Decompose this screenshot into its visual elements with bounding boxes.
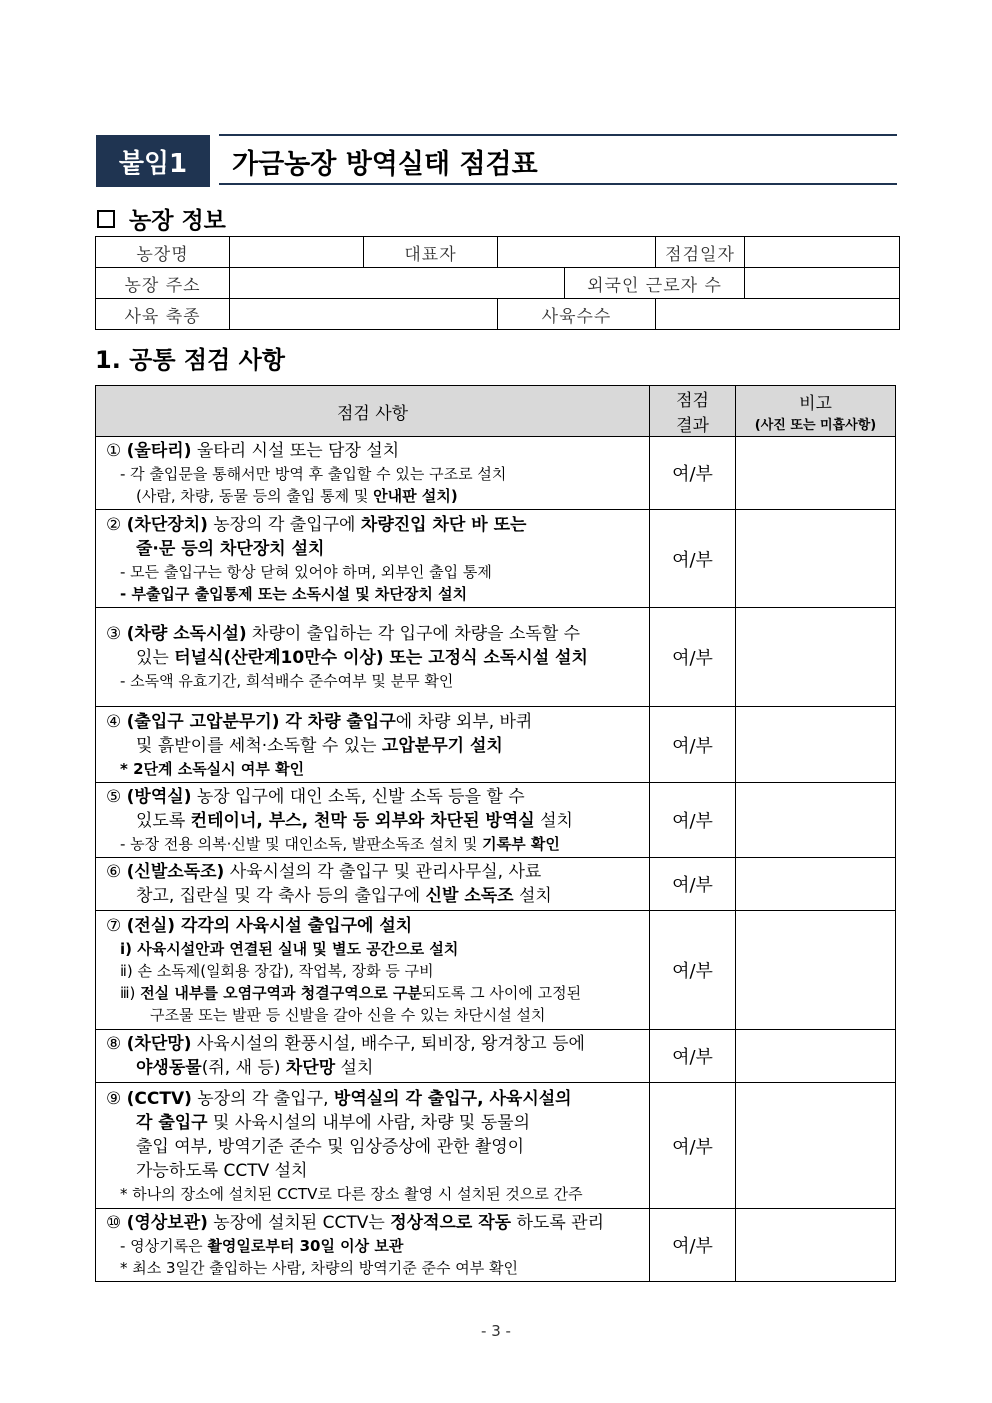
note-cell[interactable] <box>736 1083 896 1209</box>
table-row <box>96 1083 896 1209</box>
attachment-label: 붙임1 <box>96 135 210 187</box>
note-cell[interactable] <box>736 608 896 707</box>
item-high-pressure-sprayer: ④ (출입구 고압분무기) 각 차량 출입구에 차량 외부, 바퀴 및 흙받이를 세척·소독할 수 있는 고압분무기 설치 * 2단계 소독실시 여부 확인 <box>96 707 650 783</box>
table-row <box>96 858 896 911</box>
owner-label: 대표자 <box>364 237 498 268</box>
table-row <box>96 911 896 1030</box>
result-cell[interactable]: 여/부 <box>650 437 736 510</box>
item-fence: ① (울타리) 울타리 시설 또는 담장 설치 - 각 출입문을 통해서만 방역 후 출입할 수 있는 구조로 설치 (사람, 차량, 동물 등의 출입 통제 및 안내판 설치) <box>96 437 650 510</box>
item-anteroom: ⑦ (전실) 각각의 사육시설 출입구에 설치 ⅰ) 사육시설안과 연결된 실내 및 별도 공간으로 설치 ⅱ) 손 소독제(일회용 장갑), 작업복, 장화 등 구비 ⅲ) 전실 내부를 오염구역과 청결구역으로 구분되도록 그 사이에 고정된 구조물 또는 발판 등 신발을 갈아 신을 수 있는 차단시설 설치 <box>96 911 650 1030</box>
farm-info-table <box>95 236 900 330</box>
table-row <box>96 1209 896 1282</box>
common-checks-heading: 1. 공통 점검 사항 <box>95 346 285 374</box>
result-cell[interactable]: 여/부 <box>650 783 736 858</box>
table-row <box>96 707 896 783</box>
item-video-retention: ⑩ (영상보관) 농장에 설치된 CCTV는 정상적으로 작동 하도록 관리 - 영상기록은 촬영일로부터 30일 이상 보관 * 최소 3일간 출입하는 사람, 차량의 방역기준 준수 여부 확인 <box>96 1209 650 1282</box>
head-count-label: 사육수수 <box>498 299 656 330</box>
note-cell[interactable] <box>736 858 896 911</box>
banner-bottom-rule <box>219 183 897 185</box>
table-row <box>96 510 896 608</box>
table-row <box>96 783 896 858</box>
note-cell[interactable] <box>736 707 896 783</box>
address-field[interactable] <box>230 268 565 299</box>
header-result: 점검 결과 <box>650 386 736 437</box>
item-footbath: ⑥ (신발소독조) 사육시설의 각 출입구 및 관리사무실, 사료 창고, 집란실 및 각 축사 등의 출입구에 신발 소독조 설치 <box>96 858 650 911</box>
table-row <box>96 1030 896 1083</box>
farm-info-heading <box>97 202 226 235</box>
note-cell[interactable] <box>736 510 896 608</box>
foreign-workers-label: 외국인 근로자 수 <box>565 268 745 299</box>
result-cell[interactable]: 여/부 <box>650 707 736 783</box>
result-cell[interactable]: 여/부 <box>650 858 736 911</box>
item-barrier-net: ⑧ (차단망) 사육시설의 환풍시설, 배수구, 퇴비장, 왕겨창고 등에 야생동물(쥐, 새 등) 차단망 설치 <box>96 1030 650 1083</box>
result-cell[interactable]: 여/부 <box>650 1209 736 1282</box>
item-cctv: ⑨ (CCTV) 농장의 각 출입구, 방역실의 각 출입구, 사육시설의 각 출입구 및 사육시설의 내부에 사람, 차량 및 동물의 출입 여부, 방역기준 준수 및 임상증상에 관한 촬영이 가능하도록 CCTV 설치 * 하나의 장소에 설치된 CCTV로 다른 장소 촬영 시 설치된 것으로 간주 <box>96 1083 650 1209</box>
note-cell[interactable] <box>736 437 896 510</box>
species-label: 사육 축종 <box>96 299 230 330</box>
head-count-field[interactable] <box>656 299 900 330</box>
header-items: 점검 사항 <box>96 386 650 437</box>
table-header-row <box>96 386 896 437</box>
note-cell[interactable] <box>736 1209 896 1282</box>
note-cell[interactable] <box>736 1030 896 1083</box>
item-vehicle-disinfection: ③ (차량 소독시설) 차량이 출입하는 각 입구에 차량을 소독할 수 있는 터널식(산란계10만수 이상) 또는 고정식 소독시설 설치 - 소독액 유효기간, 희석배수 준수여부 및 분무 확인 <box>96 608 650 707</box>
document-title: 가금농장 방역실태 점검표 <box>232 148 538 180</box>
farm-name-label: 농장명 <box>96 237 230 268</box>
inspection-date-label: 점검일자 <box>656 237 745 268</box>
page-number: - 3 - <box>481 1322 511 1340</box>
species-field[interactable] <box>230 299 498 330</box>
inspection-date-field[interactable] <box>745 237 900 268</box>
farm-info-title: 농장 정보 <box>129 208 226 234</box>
header-note: 비고 (사진 또는 미흡사항) <box>736 386 896 437</box>
checkbox-icon <box>97 210 115 228</box>
result-cell[interactable]: 여/부 <box>650 1083 736 1209</box>
table-row <box>96 608 896 707</box>
table-row <box>96 437 896 510</box>
note-cell[interactable] <box>736 911 896 1030</box>
result-cell[interactable]: 여/부 <box>650 608 736 707</box>
foreign-workers-field[interactable] <box>745 268 900 299</box>
checklist-table <box>95 385 896 1282</box>
result-cell[interactable]: 여/부 <box>650 510 736 608</box>
farm-name-field[interactable] <box>230 237 364 268</box>
note-cell[interactable] <box>736 783 896 858</box>
banner-top-rule <box>219 134 897 136</box>
item-quarantine-room: ⑤ (방역실) 농장 입구에 대인 소독, 신발 소독 등을 할 수 있도록 컨테이너, 부스, 천막 등 외부와 차단된 방역실 설치 - 농장 전용 의복·신발 및 대인소독, 발판소독조 설치 및 기록부 확인 <box>96 783 650 858</box>
result-cell[interactable]: 여/부 <box>650 911 736 1030</box>
item-barrier-device: ② (차단장치) 농장의 각 출입구에 차량진입 차단 바 또는 줄·문 등의 차단장치 설치 - 모든 출입구는 항상 닫혀 있어야 하며, 외부인 출입 통제 - 부출입구 출입통제 또는 소독시설 및 차단장치 설치 <box>96 510 650 608</box>
address-label: 농장 주소 <box>96 268 230 299</box>
result-cell[interactable]: 여/부 <box>650 1030 736 1083</box>
owner-field[interactable] <box>498 237 656 268</box>
